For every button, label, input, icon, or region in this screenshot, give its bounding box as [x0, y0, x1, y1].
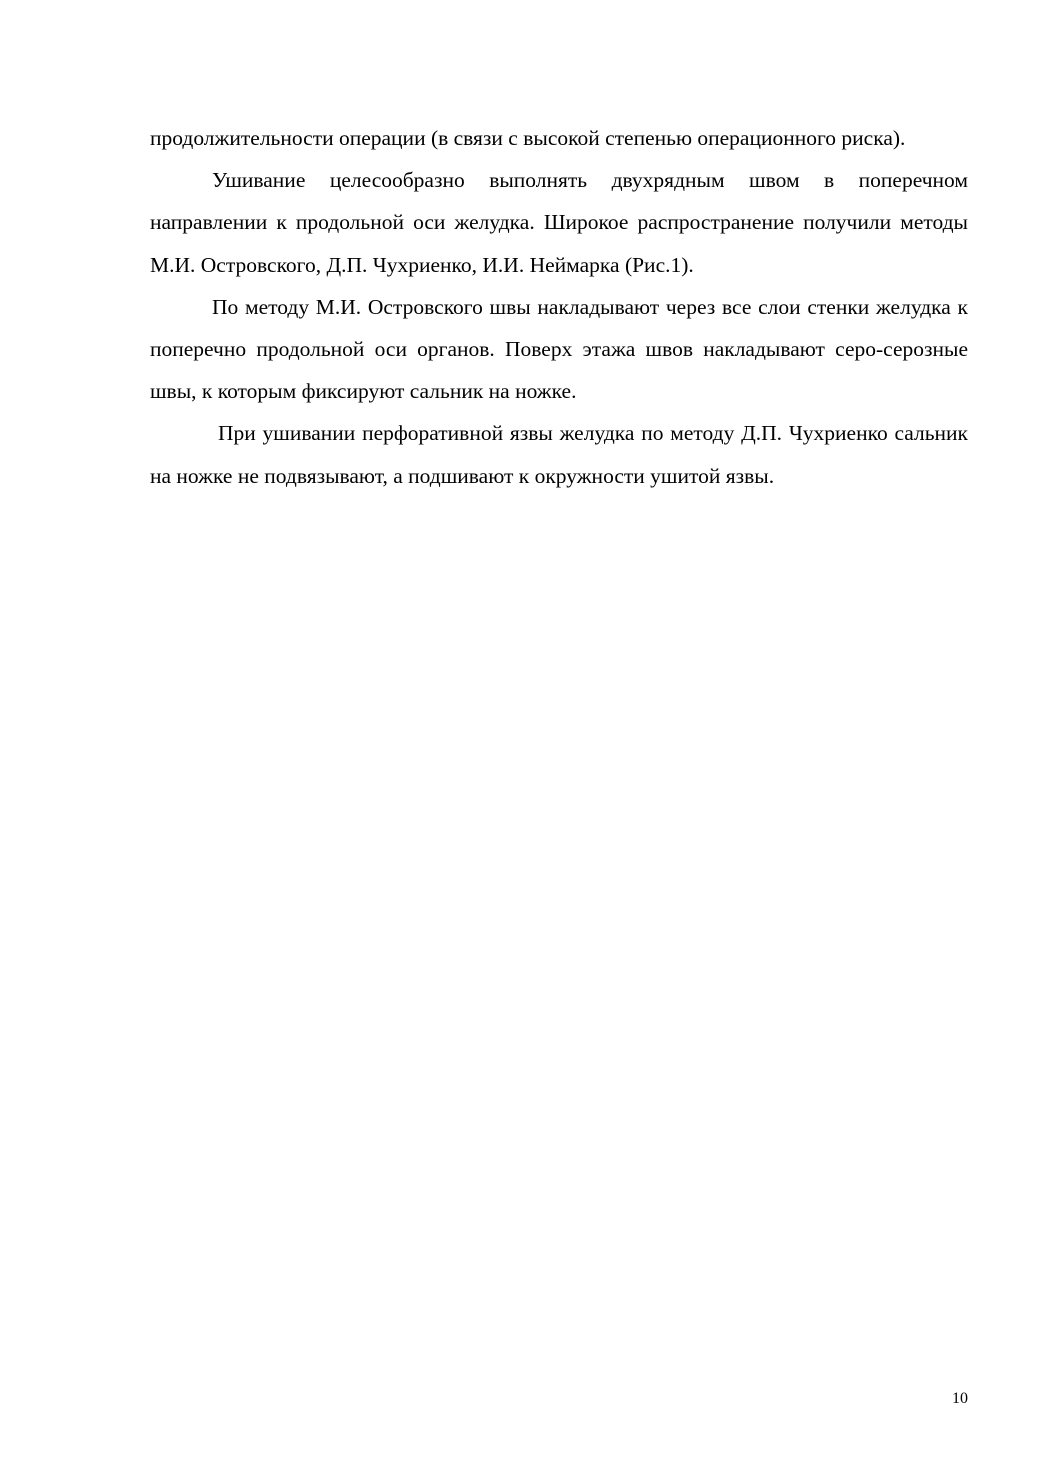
paragraph-ostrovsky-method: По методу М.И. Островского швы накладывают через все слои стенки желудка к поперечно продольной оси органов. Поверх этажа швов накладывают серо-серозные швы, к которым фиксируют сальник на ножке. [150, 294, 968, 404]
paragraph-chukhrienko-method: При ушивании перфоративной язвы желудка по методу Д.П. Чухриенко сальник на ножке не подвязывают, а подшивают к окружности ушитой язвы. [150, 421, 968, 488]
document-body [150, 117, 968, 497]
paragraph-suturing: Ушивание целесообразно выполнять двухрядным швом в поперечном направлении к продольной оси желудка. Широкое распространение получили методы М.И. Островского, Д.П. Чухриенко, И.И. Неймарка (Рис.1). [150, 168, 968, 277]
paragraph-continuation: продолжительности операции (в связи с высокой степенью операционного риска). [150, 126, 906, 150]
page-number: 10 [952, 1390, 968, 1407]
